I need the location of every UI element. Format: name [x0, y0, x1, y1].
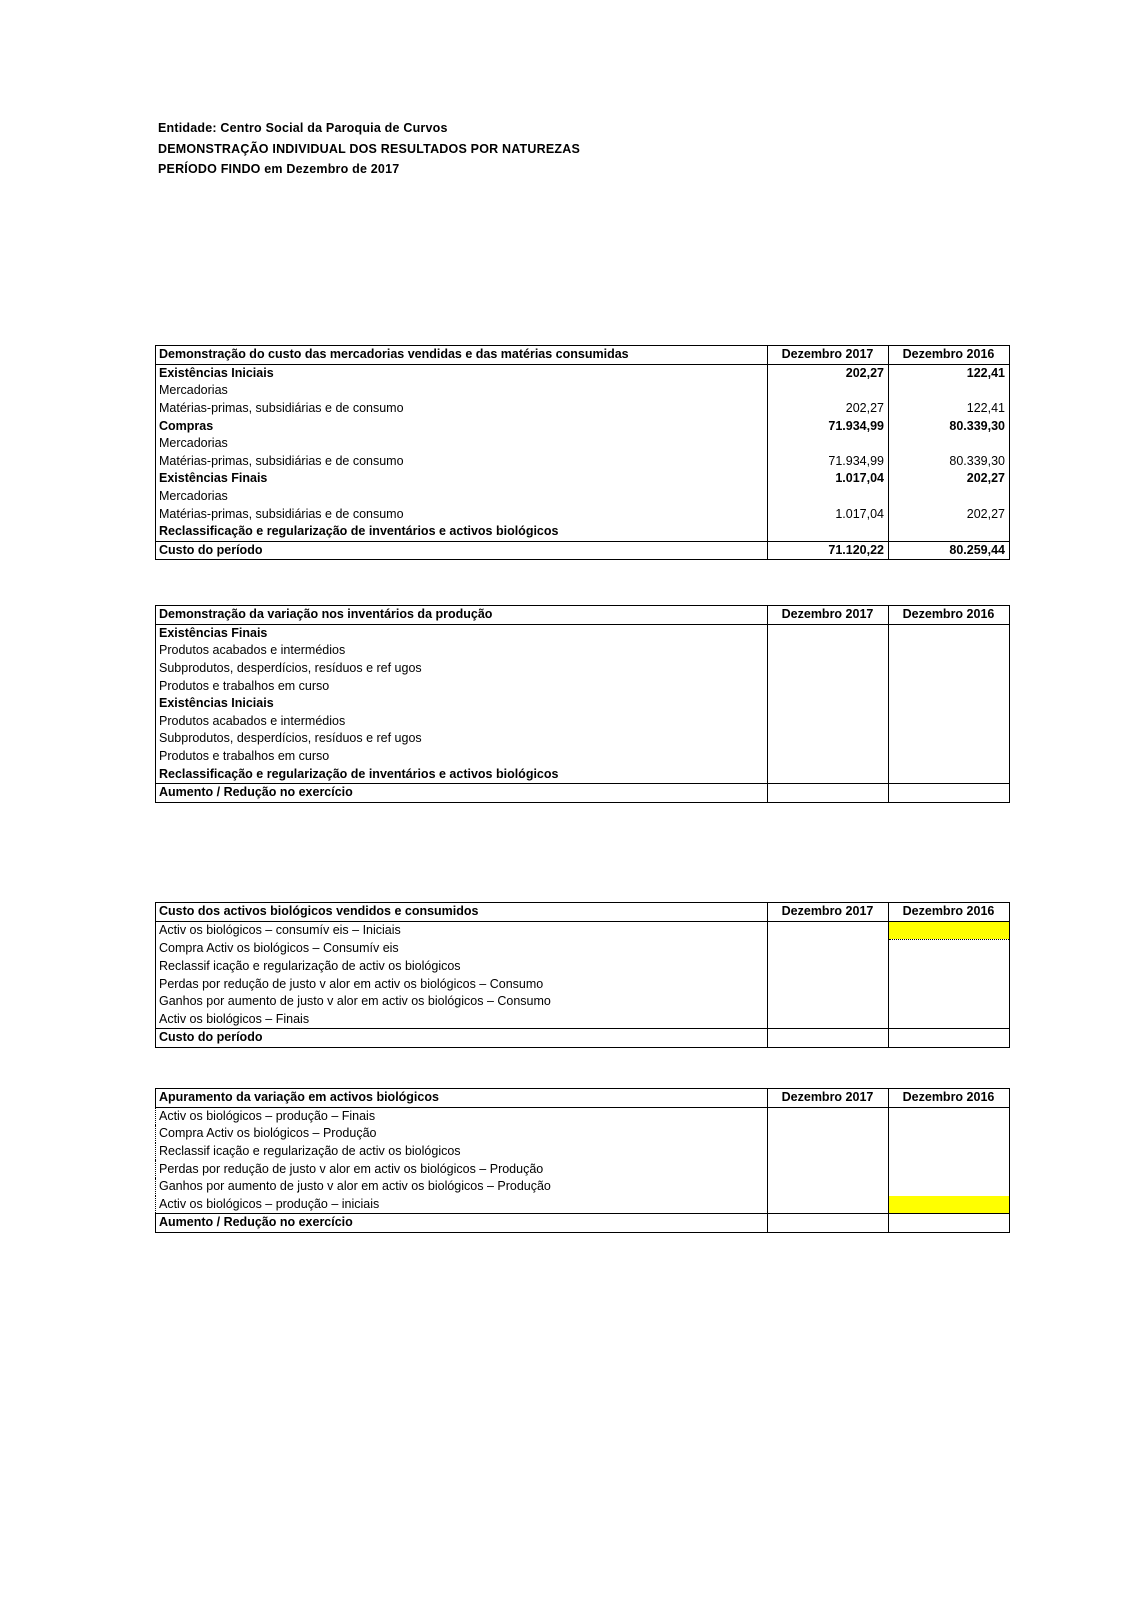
value-2016	[889, 624, 1010, 642]
row-label: Matérias-primas, subsidiárias e de consumo	[156, 453, 768, 471]
value-2017	[768, 677, 889, 695]
value-2017	[768, 488, 889, 506]
row-label: Compra Activ os biológicos – Produção	[156, 1125, 768, 1143]
value-2016	[889, 642, 1010, 660]
row-label: Produtos acabados e intermédios	[156, 642, 768, 660]
row-label: Existências Iniciais	[156, 695, 768, 713]
value-2016	[889, 1107, 1010, 1125]
row-label: Mercadorias	[156, 488, 768, 506]
table-row	[156, 1143, 1010, 1161]
value-2017	[768, 695, 889, 713]
table-row	[156, 453, 1010, 471]
value-2017	[768, 660, 889, 678]
column-header-2016: Dezembro 2016	[889, 1089, 1010, 1108]
row-label: Aumento / Redução no exercício	[156, 1214, 768, 1233]
value-2017	[768, 1178, 889, 1196]
table-row	[156, 505, 1010, 523]
biological-assets-cost-table	[155, 902, 1010, 1048]
biological-assets-variation-table	[155, 1088, 1010, 1233]
table-row	[156, 1125, 1010, 1143]
table-title: Demonstração do custo das mercadorias vendidas e das matérias consumidas	[156, 346, 768, 365]
value-2016	[889, 1160, 1010, 1178]
value-2017	[768, 783, 889, 802]
value-2017	[768, 730, 889, 748]
row-label: Reclassif icação e regularização de activ os biológicos	[156, 1143, 768, 1161]
value-2016	[889, 783, 1010, 802]
table-row	[156, 1196, 1010, 1214]
row-label: Custo do período	[156, 1029, 768, 1048]
value-2016	[889, 993, 1010, 1011]
value-2016: 80.339,30	[889, 453, 1010, 471]
value-2016	[889, 660, 1010, 678]
table-row	[156, 523, 1010, 541]
value-2017	[768, 921, 889, 940]
table-row	[156, 730, 1010, 748]
value-2017	[768, 765, 889, 783]
value-2016	[889, 1178, 1010, 1196]
row-label: Subprodutos, desperdícios, resíduos e ref ugos	[156, 730, 768, 748]
table-row	[156, 677, 1010, 695]
table-row	[156, 400, 1010, 418]
column-header-2017: Dezembro 2017	[768, 903, 889, 922]
total-row	[156, 541, 1010, 560]
table-row	[156, 470, 1010, 488]
value-2017	[768, 1196, 889, 1214]
value-2017	[768, 1011, 889, 1029]
production-inventory-variation-table	[155, 605, 1010, 803]
value-2017	[768, 1143, 889, 1161]
highlighted-cell	[889, 1196, 1010, 1214]
value-2016	[889, 1011, 1010, 1029]
value-2017	[768, 940, 889, 958]
value-2016	[889, 488, 1010, 506]
row-label: Compra Activ os biológicos – Consumív eis	[156, 940, 768, 958]
table-header-row	[156, 1089, 1010, 1108]
table-row	[156, 660, 1010, 678]
value-2016	[889, 695, 1010, 713]
value-2016: 202,27	[889, 470, 1010, 488]
row-label: Mercadorias	[156, 382, 768, 400]
value-2016	[889, 677, 1010, 695]
value-2017	[768, 1125, 889, 1143]
table-row	[156, 364, 1010, 382]
column-header-2017: Dezembro 2017	[768, 606, 889, 625]
value-2017	[768, 993, 889, 1011]
value-2017: 202,27	[768, 364, 889, 382]
value-2016: 80.339,30	[889, 417, 1010, 435]
row-label: Existências Iniciais	[156, 364, 768, 382]
value-2017	[768, 642, 889, 660]
table-row	[156, 921, 1010, 940]
column-header-2017: Dezembro 2017	[768, 346, 889, 365]
value-2017	[768, 1214, 889, 1233]
value-2017	[768, 1160, 889, 1178]
value-2017: 1.017,04	[768, 505, 889, 523]
table-row	[156, 382, 1010, 400]
row-label: Perdas por redução de justo v alor em activ os biológicos – Produção	[156, 1160, 768, 1178]
table-header-row	[156, 903, 1010, 922]
row-label: Custo do período	[156, 541, 768, 560]
value-2017	[768, 958, 889, 976]
row-label: Produtos acabados e intermédios	[156, 713, 768, 731]
table-row	[156, 488, 1010, 506]
row-label: Compras	[156, 417, 768, 435]
cost-of-goods-sold-table	[155, 345, 1010, 560]
row-label: Subprodutos, desperdícios, resíduos e ref ugos	[156, 660, 768, 678]
table-title: Apuramento da variação em activos biológicos	[156, 1089, 768, 1108]
value-2017	[768, 382, 889, 400]
value-2017	[768, 1107, 889, 1125]
total-row	[156, 783, 1010, 802]
value-2016	[889, 713, 1010, 731]
value-2016	[889, 1125, 1010, 1143]
row-label: Reclassificação e regularização de inventários e activos biológicos	[156, 765, 768, 783]
value-2016	[889, 1143, 1010, 1161]
table-row	[156, 940, 1010, 958]
report-period: PERÍODO FINDO em Dezembro de 2017	[158, 162, 400, 176]
value-2017	[768, 624, 889, 642]
row-label: Reclassificação e regularização de inventários e activos biológicos	[156, 523, 768, 541]
value-2016	[889, 523, 1010, 541]
row-label: Existências Finais	[156, 624, 768, 642]
table-row	[156, 765, 1010, 783]
table-row	[156, 1011, 1010, 1029]
column-header-2017: Dezembro 2017	[768, 1089, 889, 1108]
entity-line: Entidade: Centro Social da Paroquia de Curvos	[158, 121, 448, 135]
table-row	[156, 642, 1010, 660]
value-2017: 71.934,99	[768, 417, 889, 435]
table-row	[156, 993, 1010, 1011]
column-header-2016: Dezembro 2016	[889, 903, 1010, 922]
table-title: Custo dos activos biológicos vendidos e consumidos	[156, 903, 768, 922]
value-2016: 80.259,44	[889, 541, 1010, 560]
row-label: Matérias-primas, subsidiárias e de consumo	[156, 505, 768, 523]
row-label: Activ os biológicos – consumív eis – Iniciais	[156, 921, 768, 940]
table-title: Demonstração da variação nos inventários da produção	[156, 606, 768, 625]
highlighted-cell	[889, 921, 1010, 940]
table-row	[156, 958, 1010, 976]
row-label: Aumento / Redução no exercício	[156, 783, 768, 802]
table-row	[156, 1107, 1010, 1125]
report-title: DEMONSTRAÇÃO INDIVIDUAL DOS RESULTADOS POR NATUREZAS	[158, 141, 580, 156]
value-2016	[889, 435, 1010, 453]
row-label: Ganhos por aumento de justo v alor em activ os biológicos – Produção	[156, 1178, 768, 1196]
row-label: Perdas por redução de justo v alor em activ os biológicos – Consumo	[156, 975, 768, 993]
row-label: Existências Finais	[156, 470, 768, 488]
table-row	[156, 975, 1010, 993]
value-2017	[768, 523, 889, 541]
table-row	[156, 1178, 1010, 1196]
value-2017: 202,27	[768, 400, 889, 418]
table-row	[156, 1160, 1010, 1178]
table-row	[156, 695, 1010, 713]
total-row	[156, 1214, 1010, 1233]
column-header-2016: Dezembro 2016	[889, 346, 1010, 365]
value-2017: 71.120,22	[768, 541, 889, 560]
value-2016: 202,27	[889, 505, 1010, 523]
table-header-row	[156, 346, 1010, 365]
table-header-row	[156, 606, 1010, 625]
value-2016	[889, 748, 1010, 766]
table-row	[156, 713, 1010, 731]
row-label: Mercadorias	[156, 435, 768, 453]
value-2016	[889, 730, 1010, 748]
table-row	[156, 417, 1010, 435]
value-2016	[889, 1029, 1010, 1048]
table-row	[156, 435, 1010, 453]
value-2017	[768, 435, 889, 453]
value-2016	[889, 765, 1010, 783]
row-label: Produtos e trabalhos em curso	[156, 677, 768, 695]
value-2016	[889, 382, 1010, 400]
value-2017	[768, 713, 889, 731]
value-2017	[768, 748, 889, 766]
value-2017	[768, 1029, 889, 1048]
row-label: Activ os biológicos – produção – Finais	[156, 1107, 768, 1125]
value-2017	[768, 975, 889, 993]
row-label: Produtos e trabalhos em curso	[156, 748, 768, 766]
value-2016	[889, 958, 1010, 976]
value-2016	[889, 1214, 1010, 1233]
row-label: Reclassif icação e regularização de activ os biológicos	[156, 958, 768, 976]
table-row	[156, 748, 1010, 766]
row-label: Matérias-primas, subsidiárias e de consumo	[156, 400, 768, 418]
value-2016	[889, 975, 1010, 993]
row-label: Ganhos por aumento de justo v alor em activ os biológicos – Consumo	[156, 993, 768, 1011]
value-2017: 1.017,04	[768, 470, 889, 488]
value-2016: 122,41	[889, 364, 1010, 382]
value-2017: 71.934,99	[768, 453, 889, 471]
row-label: Activ os biológicos – Finais	[156, 1011, 768, 1029]
total-row	[156, 1029, 1010, 1048]
row-label: Activ os biológicos – produção – iniciais	[156, 1196, 768, 1214]
value-2016	[889, 940, 1010, 958]
document-header	[158, 118, 580, 180]
column-header-2016: Dezembro 2016	[889, 606, 1010, 625]
table-row	[156, 624, 1010, 642]
value-2016: 122,41	[889, 400, 1010, 418]
